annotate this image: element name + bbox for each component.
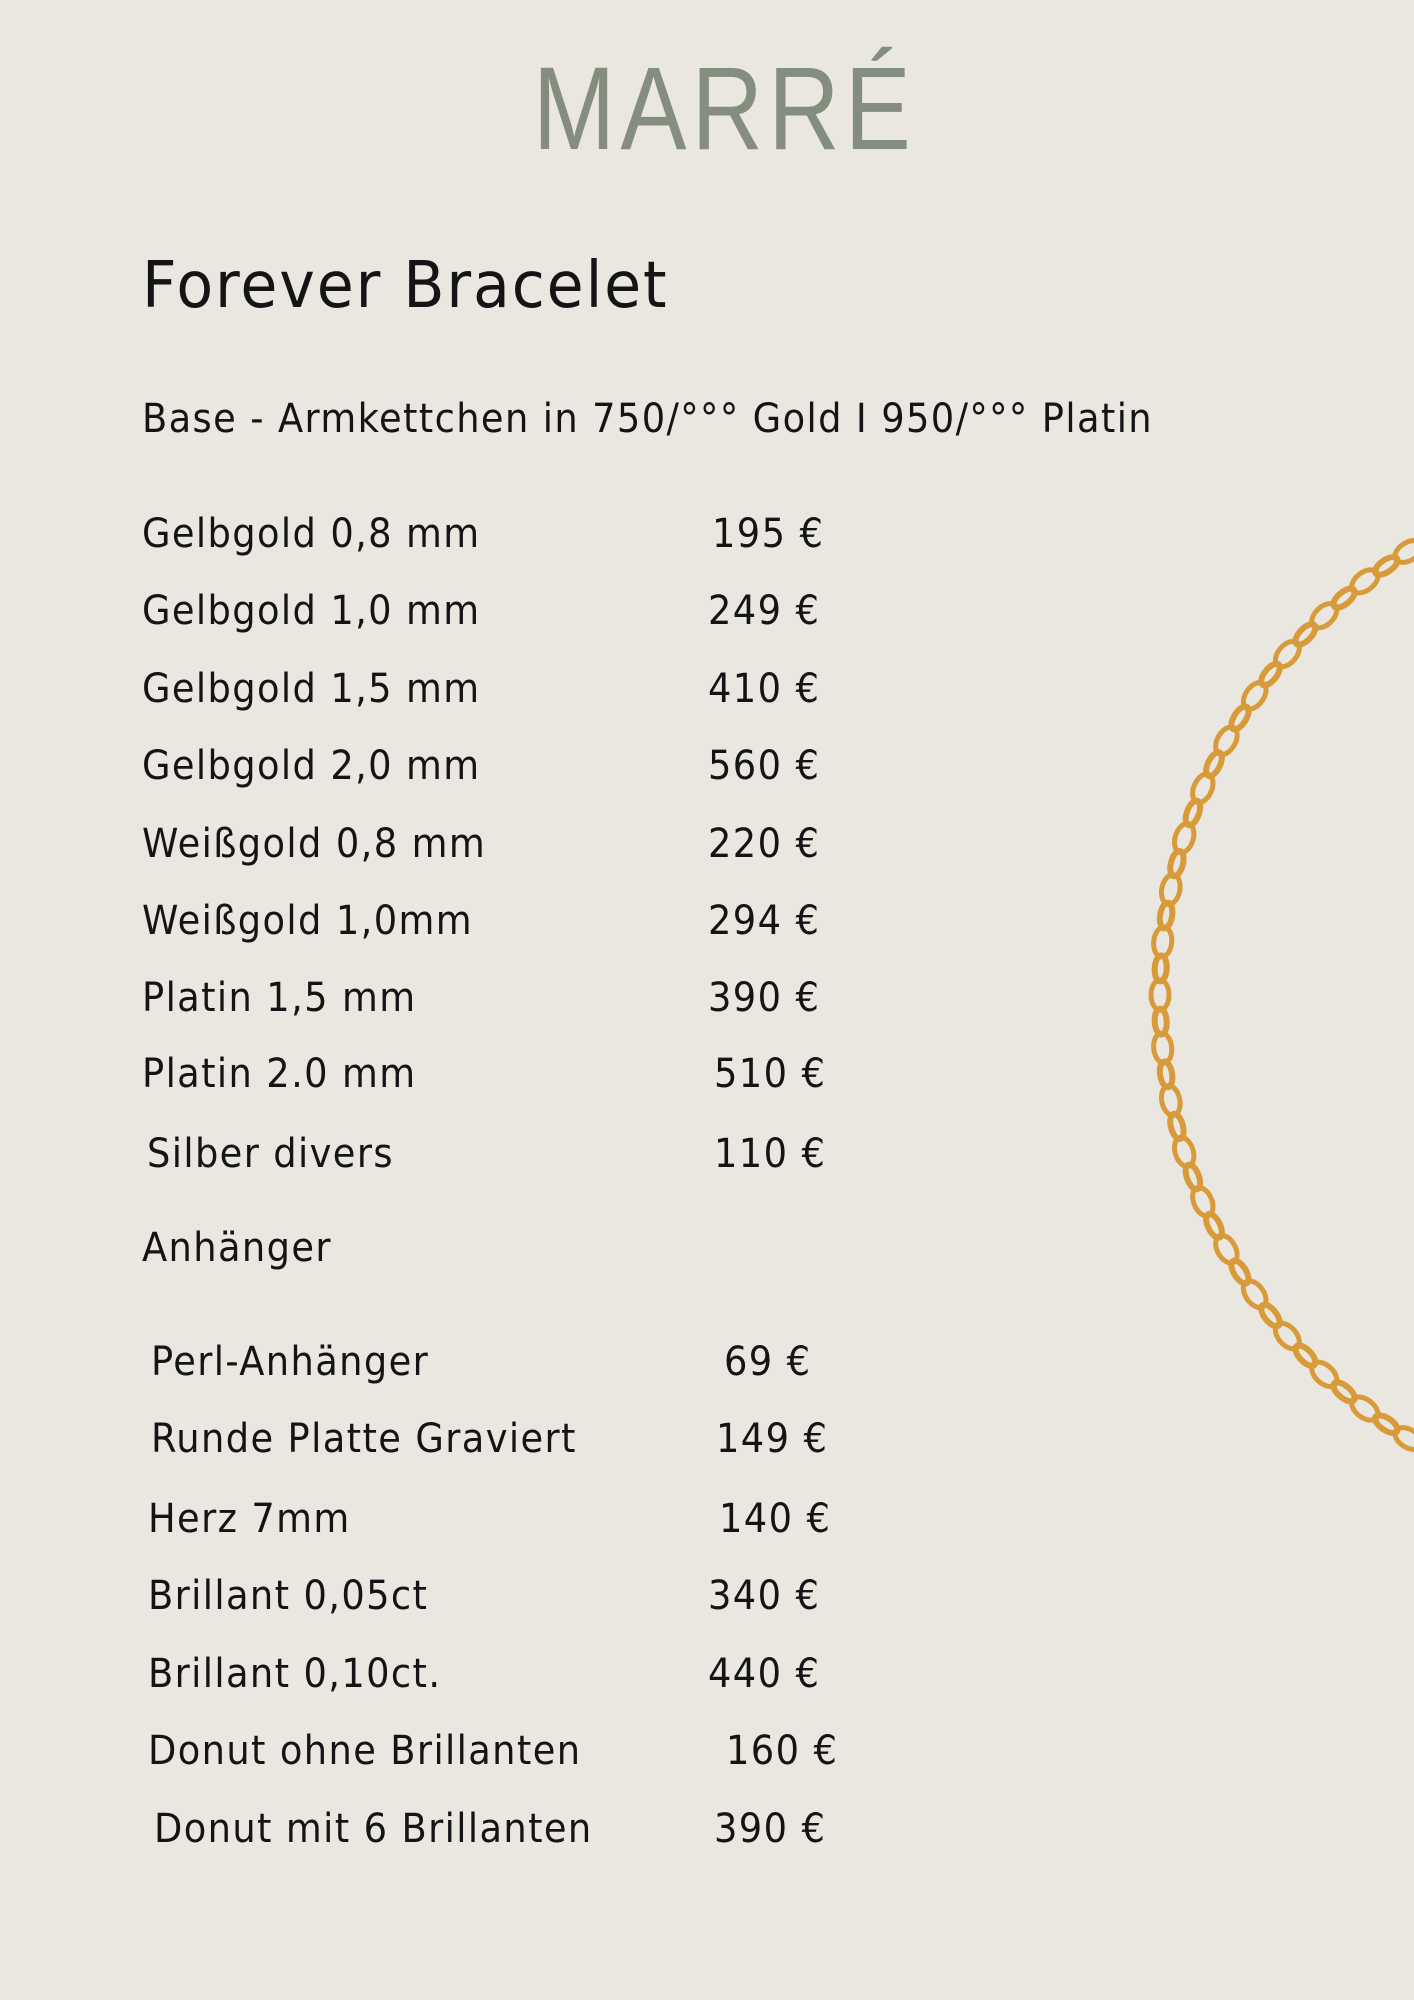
price-row bbox=[0, 1411, 1000, 1467]
page-subtitle: Base - Armkettchen in 750/°°° Gold I 950/°°° Platin bbox=[142, 396, 1154, 442]
chain-links bbox=[1151, 505, 1414, 1486]
price-row bbox=[0, 893, 1000, 949]
price-row bbox=[0, 1334, 1000, 1390]
item-price: 149 € bbox=[716, 1416, 829, 1462]
item-name: Platin 2.0 mm bbox=[142, 1051, 417, 1097]
price-row bbox=[0, 1723, 1000, 1779]
price-row bbox=[0, 816, 1000, 872]
item-name: Gelbgold 1,0 mm bbox=[142, 588, 481, 634]
price-row bbox=[0, 738, 1000, 794]
item-price: 340 € bbox=[708, 1573, 821, 1619]
item-price: 69 € bbox=[724, 1339, 812, 1385]
item-name: Herz 7mm bbox=[148, 1496, 351, 1542]
price-row bbox=[0, 1646, 1000, 1702]
item-price: 110 € bbox=[714, 1131, 827, 1177]
item-name: Weißgold 0,8 mm bbox=[142, 821, 487, 867]
brand-logo: MARRÉ bbox=[532, 43, 916, 175]
page-title: Forever Bracelet bbox=[142, 249, 669, 323]
item-price: 510 € bbox=[714, 1051, 827, 1097]
item-name: Gelbgold 0,8 mm bbox=[142, 511, 481, 557]
item-price: 560 € bbox=[708, 743, 821, 789]
chain-link bbox=[1307, 1357, 1341, 1391]
item-price: 410 € bbox=[708, 666, 821, 712]
item-name: Silber divers bbox=[147, 1131, 394, 1177]
pendants-heading: Anhänger bbox=[142, 1225, 332, 1271]
price-row bbox=[0, 506, 1000, 562]
item-name: Runde Platte Graviert bbox=[151, 1416, 577, 1462]
price-row bbox=[0, 583, 1000, 639]
price-row bbox=[0, 970, 1000, 1026]
price-row bbox=[0, 1568, 1000, 1624]
item-price: 390 € bbox=[714, 1806, 827, 1852]
price-row bbox=[0, 1491, 1000, 1547]
item-price: 160 € bbox=[726, 1728, 839, 1774]
item-name: Donut mit 6 Brillanten bbox=[154, 1806, 593, 1852]
item-name: Platin 1,5 mm bbox=[142, 975, 417, 1021]
price-row bbox=[0, 1126, 1000, 1182]
price-row bbox=[0, 1801, 1000, 1857]
item-name: Gelbgold 1,5 mm bbox=[142, 666, 481, 712]
price-row bbox=[0, 1046, 1000, 1102]
item-price: 195 € bbox=[712, 511, 825, 557]
item-name: Donut ohne Brillanten bbox=[148, 1728, 582, 1774]
item-price: 249 € bbox=[708, 588, 821, 634]
item-price: 294 € bbox=[708, 898, 821, 944]
item-name: Weißgold 1,0mm bbox=[142, 898, 473, 944]
item-price: 390 € bbox=[708, 975, 821, 1021]
item-name: Brillant 0,10ct. bbox=[148, 1651, 442, 1697]
item-price: 140 € bbox=[719, 1496, 832, 1542]
gold-chain-image bbox=[1120, 440, 1414, 1540]
item-name: Brillant 0,05ct bbox=[148, 1573, 429, 1619]
item-price: 440 € bbox=[708, 1651, 821, 1697]
item-name: Gelbgold 2,0 mm bbox=[142, 743, 481, 789]
chain-link bbox=[1151, 980, 1169, 1010]
item-name: Perl-Anhänger bbox=[151, 1339, 430, 1385]
item-price: 220 € bbox=[708, 821, 821, 867]
price-row bbox=[0, 661, 1000, 717]
